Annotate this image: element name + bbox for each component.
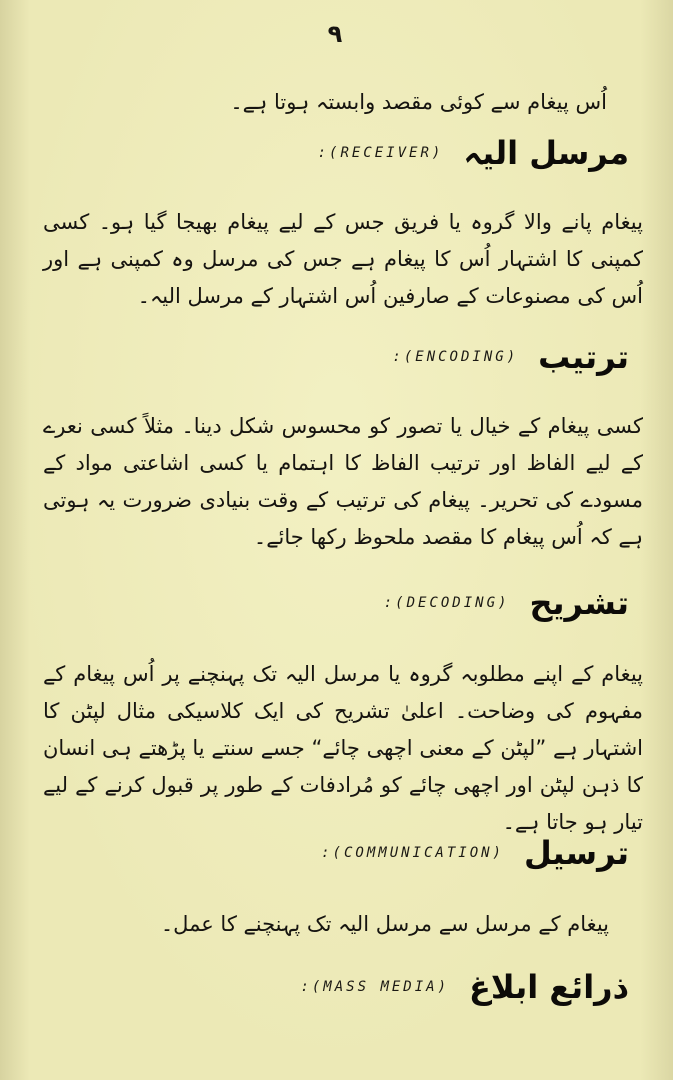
term-encoding: ترتیب	[538, 338, 629, 376]
section-heading-encoding	[392, 338, 629, 376]
term-mass-media: ذرائع ابلاغ	[469, 968, 629, 1006]
definition-receiver-text: پیغام پانے والا گروہ یا فریق جس کے لیے پیغام بھیجا گیا ہو۔ کسی کمپنی کا اشتہار اُس کا پیغام ہے جس کی مرسل وہ کمپنی ہے اور اُس کی مصنوعات کے صارفین اُس اشتہار کے مرسل الیہ۔	[43, 210, 643, 308]
page-number: ۹	[327, 20, 343, 48]
section-heading-decoding	[384, 584, 629, 622]
section-heading-mass-media	[300, 968, 629, 1006]
term-english-receiver: :(RECEIVER)	[317, 145, 444, 161]
definition-decoding-text: پیغام کے اپنے مطلوبہ گروہ یا مرسل الیہ تک پہنچنے پر اُس پیغام کے مفہوم کی وضاحت۔ اعلیٰ تشریح کی ایک کلاسیکی مثال لپٹن کا اشتہار ہے ”لپٹن کے معنی اچھی چائے“ جسے سنتے یا پڑھتے ہی انسان کا ذہن لپٹن اور اچھی چائے کو مُرادفات کے طور پر قبول کرنے کے لیے تیار ہو جاتا ہے۔	[43, 662, 643, 834]
term-receiver: مرسل الیہ	[463, 134, 629, 172]
definition-receiver	[43, 204, 643, 315]
term-communication: ترسیل	[523, 834, 629, 872]
section-heading-communication	[321, 834, 629, 872]
definition-communication	[89, 906, 609, 943]
definition-encoding	[43, 408, 643, 556]
term-english-communication: :(COMMUNICATION)	[321, 845, 504, 861]
section-heading-receiver	[318, 134, 629, 172]
term-english-encoding: :(ENCODING)	[392, 349, 519, 365]
definition-communication-text: پیغام کے مرسل سے مرسل الیہ تک پہنچنے کا عمل۔	[160, 912, 609, 936]
intro-sentence: اُس پیغام سے کوئی مقصد وابستہ ہوتا ہے۔	[230, 90, 607, 114]
term-english-mass-media: :(MASS MEDIA)	[300, 979, 450, 995]
definition-encoding-text: کسی پیغام کے خیال یا تصور کو محسوس شکل دینا۔ مثلاً کسی نعرے کے لیے الفاظ اور ترتیب الفاظ کا اہتمام یا کسی اشاعتی مواد کے مسودے کی تحریر۔ پیغام کی ترتیب کے وقت بنیادی ضرورت یہ ہوتی ہے کہ اُس پیغام کا مقصد ملحوظ رکھا جائے۔	[43, 414, 643, 549]
term-english-decoding: :(DECODING)	[383, 595, 510, 611]
term-decoding: تشریح	[529, 584, 629, 622]
definition-decoding	[43, 656, 643, 841]
